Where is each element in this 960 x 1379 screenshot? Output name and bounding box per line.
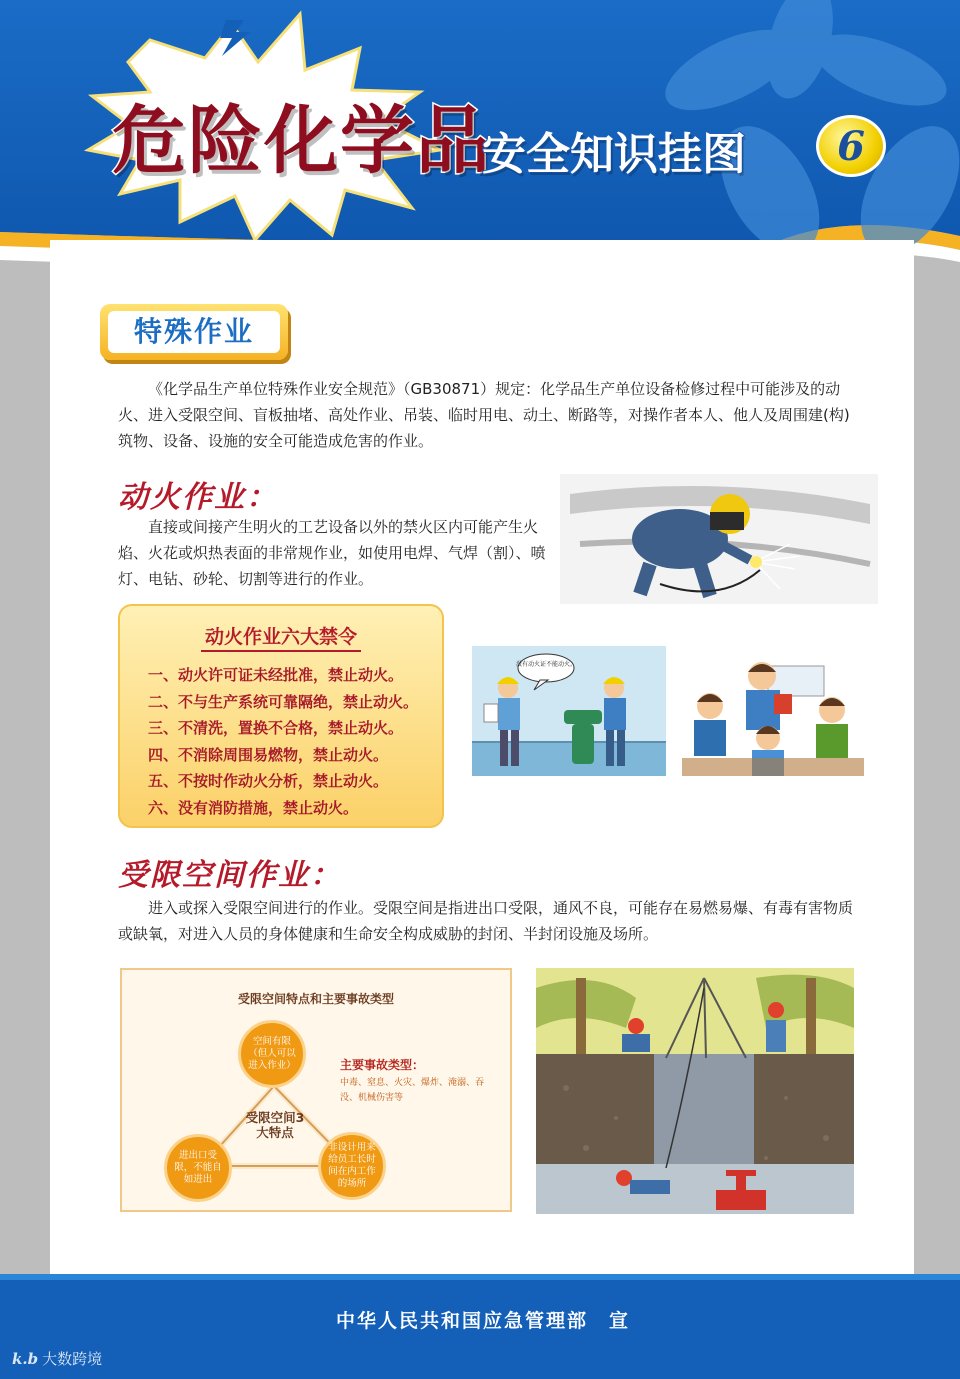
footer-divider	[0, 1274, 960, 1280]
ban-item: 二、不与生产系统可靠隔绝，禁止动火。	[148, 692, 419, 711]
valve-icon	[716, 1190, 766, 1210]
confined-space-diagram	[120, 968, 512, 1212]
feature-circle-2: 进出口受限，不能自如进出	[164, 1134, 232, 1202]
hard-hat-icon	[628, 1018, 644, 1034]
confined-space-illustration	[536, 968, 854, 1214]
issue-number-badge: 6	[816, 115, 886, 177]
poster-subtitle: 安全知识挂图	[482, 129, 746, 180]
watermark	[12, 1348, 102, 1369]
ban-item: 三、不清洗，置换不合格，禁止动火。	[148, 719, 404, 737]
ban-item: 四、不消除周围易燃物，禁止动火。	[148, 745, 389, 764]
feature-circle-3: 非设计用来给员工长时间在内工作的场所	[318, 1132, 386, 1200]
confined-space-heading: 受限空间作业：	[118, 858, 342, 893]
watermark-logo: k.b	[12, 1350, 39, 1368]
hard-hat-icon	[603, 677, 625, 684]
ban-item: 六、没有消防措施，禁止动火。	[148, 798, 359, 817]
section-title: 特殊作业	[108, 311, 280, 353]
hard-hat-icon	[616, 1170, 632, 1186]
accident-types-list: 中毒、窒息、火灾、爆炸、淹溺、吞没、机械伤害等	[340, 1078, 485, 1103]
six-bans-box	[118, 604, 444, 828]
hot-work-heading: 动火作业：	[118, 480, 278, 515]
hard-hat-icon	[768, 1002, 784, 1018]
six-bans-title: 动火作业六大禁令	[201, 626, 361, 652]
accident-types-title: 主要事故类型：	[340, 1058, 425, 1072]
diagram-center-label: 受限空间3大特点	[245, 1110, 305, 1140]
safety-meeting-illustration	[682, 646, 864, 776]
section-title-box	[100, 304, 288, 360]
diagram-title: 受限空间特点和主要事故类型	[237, 992, 394, 1006]
welder-illustration	[560, 474, 878, 604]
book-icon	[774, 694, 792, 714]
gas-cylinder-icon	[572, 724, 594, 764]
speech-bubble-text: 没有动火证不能动火。	[515, 661, 577, 668]
hot-work-description: 直接或间接产生明火的工艺设备以外的禁火区内可能产生火焰、火花或炽热表面的非常规作业，如使用电焊、气焊（割）、喷灯、电钻、砂轮、切割等进行的作业。	[118, 518, 546, 588]
ban-item: 一、动火许可证未经批准，禁止动火。	[148, 666, 404, 684]
confined-space-description: 进入或探入受限空间进行的作业。受限空间是指进出口受限，通风不良，可能存在易燃易爆、有毒有害物质或缺氧，对进入人员的身体健康和生命安全构成威胁的封闭、半封闭设施及场所。	[118, 899, 854, 943]
workers-illustration	[472, 646, 666, 776]
welding-mask-icon	[710, 512, 744, 530]
hard-hat-icon	[497, 677, 519, 684]
ban-item: 五、不按时作动火分析，禁止动火。	[148, 772, 389, 790]
six-bans-list	[148, 662, 418, 821]
intro-paragraph: 《化学品生产单位特殊作业安全规范》（GB30871）规定：化学品生产单位设备检修过程中可能涉及的动火、进入受限空间、盲板抽堵、高处作业、吊装、临时用电、动土、断路等，对操作者本人、他人及周围建(构)筑物、设备、设施的安全可能造成危害的作业。	[118, 380, 850, 450]
poster-title: 危险化学品	[112, 98, 492, 184]
feature-circle-1: 空间有限（但人可以进入作业）	[238, 1020, 306, 1088]
issuer-text: 中华人民共和国应急管理部 宣	[335, 1310, 630, 1332]
watermark-text: 大数跨境	[42, 1350, 103, 1368]
